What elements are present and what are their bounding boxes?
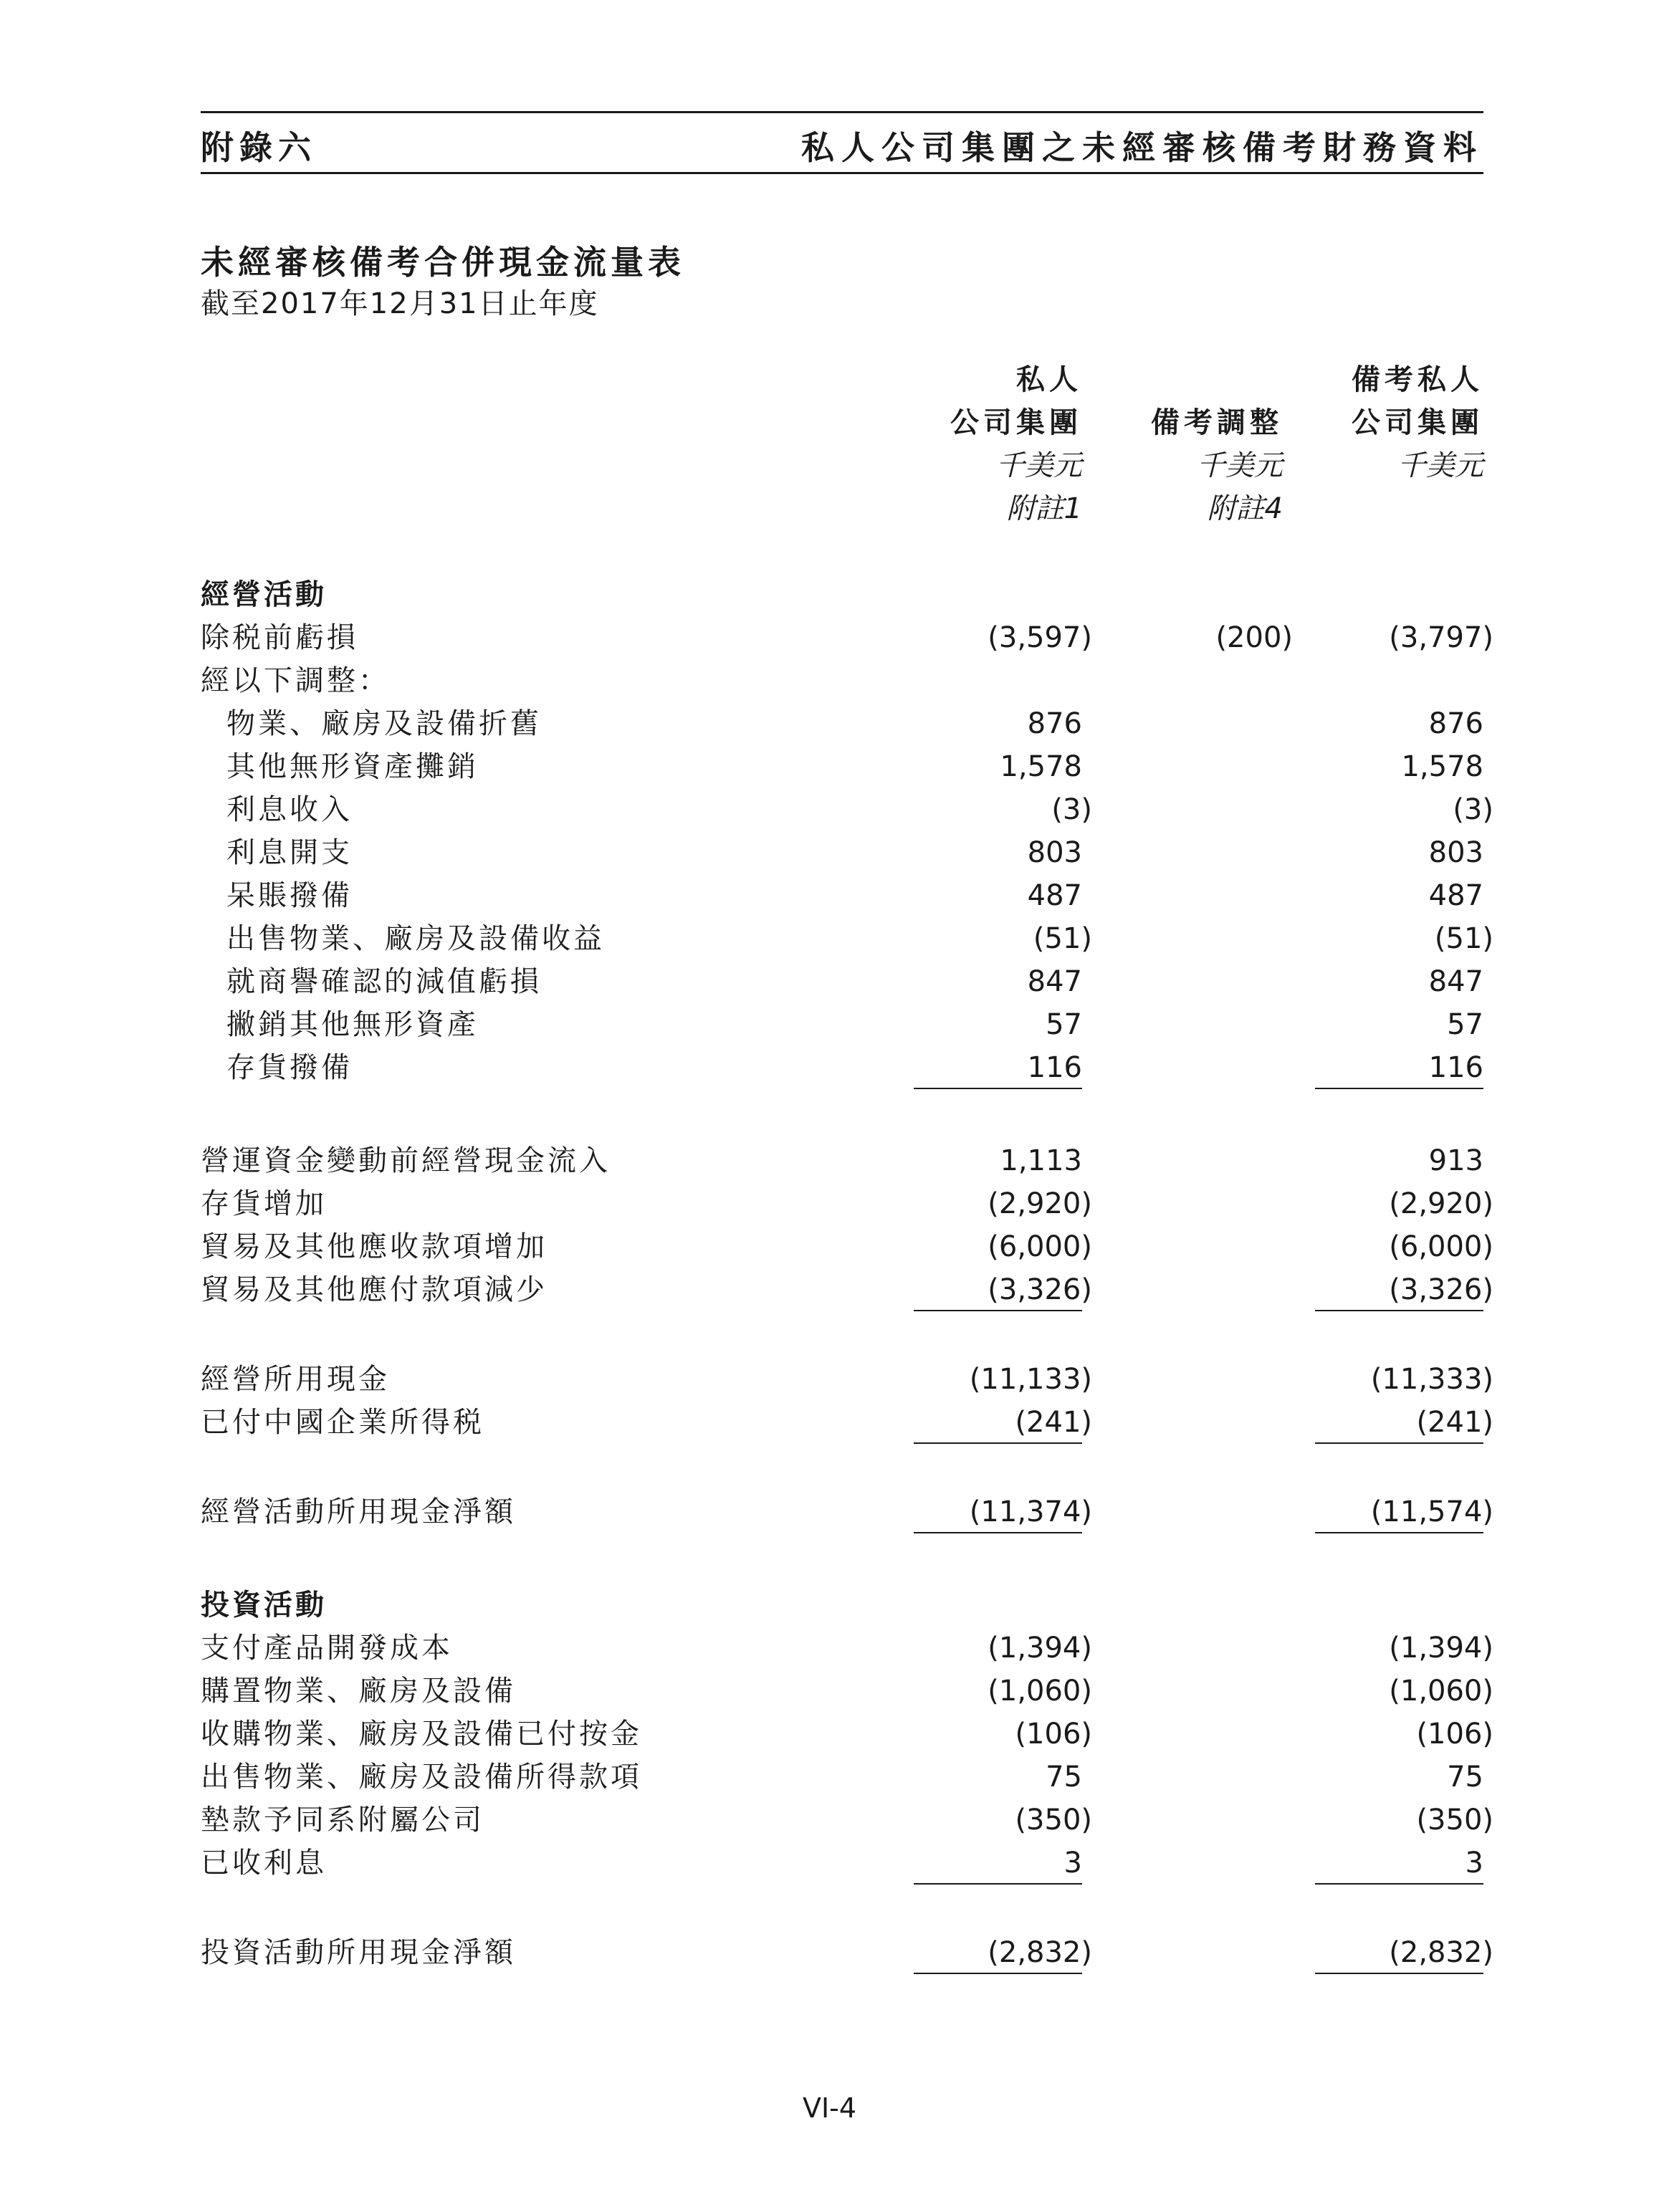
column-unit: 千美元 — [1197, 449, 1283, 482]
row-value: 913 — [1428, 1144, 1483, 1177]
row-label: 購置物業、廠房及設備 — [201, 1675, 516, 1708]
row-value: 847 — [1428, 965, 1483, 998]
header-section-title: 私人公司集團之未經審核備考財務資料 — [801, 128, 1483, 167]
row-label: 投資活動 — [201, 1589, 327, 1622]
table-row — [0, 702, 1659, 745]
column-header-line2: 公司集團 — [950, 406, 1082, 439]
statement-period: 截至2017年12月31日止年度 — [201, 287, 599, 320]
row-value: 803 — [1027, 836, 1082, 869]
table-row — [0, 1046, 1659, 1089]
row-label: 經營所用現金 — [201, 1363, 390, 1396]
row-value: (2,920) — [1389, 1187, 1493, 1220]
statement-title: 未經審核備考合併現金流量表 — [201, 243, 685, 282]
row-value: (3,797) — [1389, 621, 1493, 654]
subtotal-rule — [1315, 1973, 1483, 1974]
row-label: 存貨增加 — [201, 1187, 327, 1220]
row-value: (11,574) — [1370, 1495, 1493, 1528]
row-label: 物業、廠房及設備折舊 — [226, 707, 542, 740]
row-label: 就商譽確認的減值虧損 — [226, 965, 542, 998]
row-value: (2,832) — [988, 1936, 1092, 1969]
row-label: 支付產品開發成本 — [201, 1632, 453, 1665]
row-value: 487 — [1027, 879, 1082, 912]
row-value: (6,000) — [1389, 1230, 1493, 1263]
row-value: (1,394) — [1389, 1632, 1493, 1665]
column-unit: 千美元 — [996, 449, 1082, 482]
subtotal-rule — [1315, 1442, 1483, 1444]
row-value: 116 — [1428, 1051, 1483, 1084]
row-value: 487 — [1428, 879, 1483, 912]
row-value: 803 — [1428, 836, 1483, 869]
row-value: (3) — [1051, 793, 1092, 826]
row-value: (241) — [1416, 1406, 1493, 1439]
row-value: 847 — [1027, 965, 1082, 998]
row-value: 57 — [1046, 1008, 1082, 1041]
table-row — [0, 1931, 1659, 1974]
table-row — [0, 1670, 1659, 1713]
row-value: 3 — [1063, 1847, 1082, 1880]
row-value: (2,832) — [1389, 1936, 1493, 1969]
row-value: (1,060) — [1389, 1675, 1493, 1708]
row-value: (51) — [1434, 922, 1493, 955]
page-number: VI-4 — [802, 2092, 857, 2124]
row-value: (350) — [1015, 1804, 1092, 1837]
row-label: 投資活動所用現金淨額 — [201, 1936, 516, 1969]
row-value: 75 — [1046, 1761, 1082, 1794]
row-label: 撇銷其他無形資產 — [226, 1008, 479, 1041]
table-row — [0, 1139, 1659, 1182]
row-value: 876 — [1428, 707, 1483, 740]
row-value: (11,333) — [1370, 1363, 1493, 1396]
row-value: (2,920) — [988, 1187, 1092, 1220]
row-value: 3 — [1465, 1847, 1483, 1880]
row-label: 已付中國企業所得税 — [201, 1406, 484, 1439]
section-heading — [0, 573, 1659, 616]
row-label: 呆賬撥備 — [226, 879, 353, 912]
column-note: 附註4 — [1207, 492, 1283, 525]
subtotal-rule — [914, 1310, 1082, 1311]
subtotal-rule — [1315, 1310, 1483, 1311]
row-value: 1,578 — [1401, 750, 1483, 783]
subtotal-rule — [914, 1442, 1082, 1444]
table-row — [0, 1225, 1659, 1268]
column-header-line2: 備考調整 — [1151, 406, 1283, 439]
table-row — [0, 917, 1659, 960]
row-label: 除税前虧損 — [201, 621, 358, 654]
table-row — [0, 1268, 1659, 1311]
row-label: 貿易及其他應付款項減少 — [201, 1273, 548, 1306]
row-value: 1,578 — [1000, 750, 1082, 783]
table-row — [0, 1358, 1659, 1401]
section-heading — [0, 1584, 1659, 1627]
column-header-line1: 私人 — [1016, 363, 1082, 396]
row-value: (3) — [1453, 793, 1493, 826]
subtotal-rule — [914, 1088, 1082, 1089]
row-value: 57 — [1447, 1008, 1483, 1041]
subtotal-rule — [1315, 1532, 1483, 1533]
table-row — [0, 1003, 1659, 1046]
row-value: (241) — [1015, 1406, 1092, 1439]
table-row — [0, 1799, 1659, 1842]
column-header-line1: 備考私人 — [1352, 363, 1483, 396]
subtotal-rule — [1315, 1883, 1483, 1885]
row-value: 1,113 — [1000, 1144, 1082, 1177]
appendix-label: 附錄六 — [201, 128, 317, 167]
table-row — [0, 659, 1659, 702]
subtotal-rule — [914, 1973, 1082, 1974]
subtotal-rule — [1315, 1088, 1483, 1089]
row-value: (350) — [1416, 1804, 1493, 1837]
row-label: 收購物業、廠房及設備已付按金 — [201, 1718, 642, 1751]
column-header-line2: 公司集團 — [1352, 406, 1483, 439]
column-unit: 千美元 — [1397, 449, 1483, 482]
row-value: (3,597) — [988, 621, 1092, 654]
row-label: 貿易及其他應收款項增加 — [201, 1230, 548, 1263]
table-row — [0, 1182, 1659, 1225]
table-row — [0, 1713, 1659, 1756]
column-note: 附註1 — [1006, 492, 1082, 525]
row-value: (51) — [1033, 922, 1092, 955]
row-label: 利息收入 — [226, 793, 353, 826]
row-label: 出售物業、廠房及設備所得款項 — [201, 1761, 642, 1794]
table-row — [0, 874, 1659, 917]
table-row — [0, 1756, 1659, 1799]
table-row — [0, 1627, 1659, 1670]
table-row — [0, 1842, 1659, 1885]
row-value: 116 — [1027, 1051, 1082, 1084]
row-label: 已收利息 — [201, 1847, 327, 1880]
table-row — [0, 788, 1659, 831]
row-value: (3,326) — [1389, 1273, 1493, 1306]
row-label: 經以下調整： — [201, 664, 390, 697]
row-value: (106) — [1015, 1718, 1092, 1751]
row-label: 營運資金變動前經營現金流入 — [201, 1144, 611, 1177]
row-label: 其他無形資產攤銷 — [226, 750, 479, 783]
row-value: (11,133) — [969, 1363, 1092, 1396]
table-row — [0, 831, 1659, 874]
table-row — [0, 1490, 1659, 1533]
row-value: 876 — [1027, 707, 1082, 740]
row-value: 75 — [1447, 1761, 1483, 1794]
row-value: (1,394) — [988, 1632, 1092, 1665]
row-label: 存貨撥備 — [226, 1051, 353, 1084]
subtotal-rule — [914, 1883, 1082, 1885]
row-label: 利息開支 — [226, 836, 353, 869]
row-label: 墊款予同系附屬公司 — [201, 1804, 484, 1837]
table-row — [0, 616, 1659, 659]
row-label: 出售物業、廠房及設備收益 — [226, 922, 605, 955]
table-row — [0, 960, 1659, 1003]
table-row — [0, 745, 1659, 788]
row-label: 經營活動 — [201, 578, 327, 611]
row-value: (11,374) — [969, 1495, 1092, 1528]
row-label: 經營活動所用現金淨額 — [201, 1495, 516, 1528]
table-row — [0, 1401, 1659, 1444]
subtotal-rule — [914, 1532, 1082, 1533]
row-value: (3,326) — [988, 1273, 1092, 1306]
row-value: (1,060) — [988, 1675, 1092, 1708]
row-value: (200) — [1215, 621, 1293, 654]
row-value: (6,000) — [988, 1230, 1092, 1263]
row-value: (106) — [1416, 1718, 1493, 1751]
